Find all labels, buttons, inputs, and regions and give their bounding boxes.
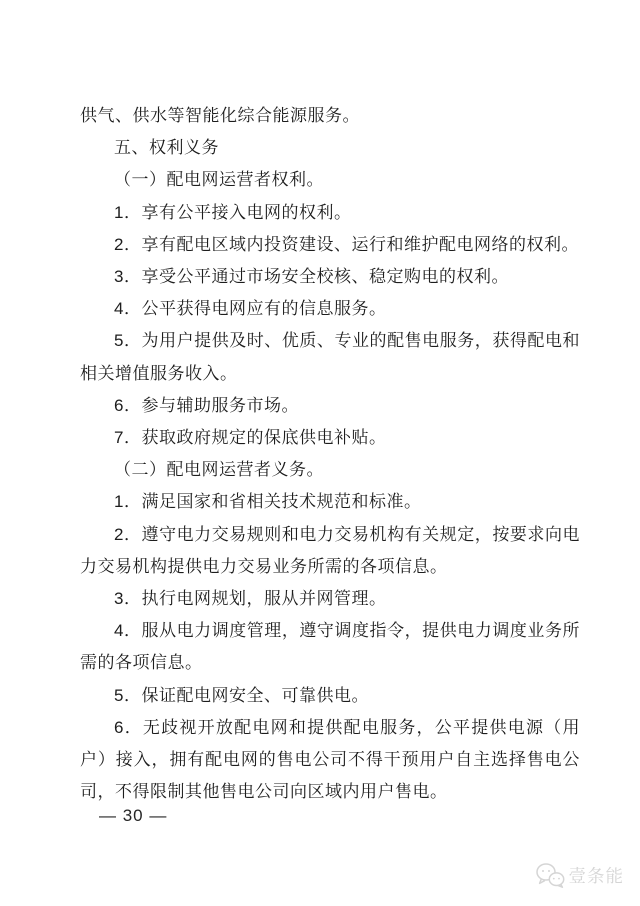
wechat-logo-icon — [535, 862, 565, 888]
paragraph: 供气、供水等智能化综合能源服务。 — [80, 106, 360, 125]
paragraph: 4．服从电力调度管理，遵守调度指令，提供电力调度业务所需的各项信息。 — [80, 621, 580, 673]
paragraph: 3．执行电网规划，服从并网管理。 — [114, 589, 387, 609]
body-text — [80, 100, 580, 808]
paragraph: 4．公平获得电网应有的信息服务。 — [114, 299, 387, 319]
paragraph: 3．享受公平通过市场安全校核、稳定购电的权利。 — [114, 267, 509, 287]
paragraph: 6．无歧视开放配电网和提供配电服务，公平提供电源（用户）接入，拥有配电网的售电公司不得干预用户自主选择售电公司，不得限制其他售电公司向区域内用户售电。 — [80, 717, 580, 802]
subsection-heading: （一）配电网运营者权利。 — [114, 170, 324, 190]
paragraph: 6．参与辅助服务市场。 — [114, 395, 299, 415]
page-number: — 30 — — [99, 806, 168, 825]
paragraph: 5．保证配电网安全、可靠供电。 — [114, 685, 369, 705]
paragraph: 2．遵守电力交易规则和电力交易机构有关规定，按要求向电力交易机构提供电力交易业务所需的各项信息。 — [80, 524, 580, 576]
page-watermark — [535, 862, 625, 888]
paragraph: 2．享有配电区域内投资建设、运行和维护配电网络的权利。 — [114, 234, 579, 254]
subsection-heading: （二）配电网运营者义务。 — [114, 460, 324, 480]
paragraph: 5．为用户提供及时、优质、专业的配售电服务，获得配电和相关增值服务收入。 — [80, 331, 580, 383]
paragraph: 1．享有公平接入电网的权利。 — [114, 202, 352, 222]
section-heading: 五、权利义务 — [114, 138, 219, 158]
paragraph: 7．获取政府规定的保底供电补贴。 — [114, 428, 387, 448]
paragraph: 1．满足国家和省相关技术规范和标准。 — [114, 492, 422, 512]
watermark-label: 壹条能 — [568, 865, 624, 886]
